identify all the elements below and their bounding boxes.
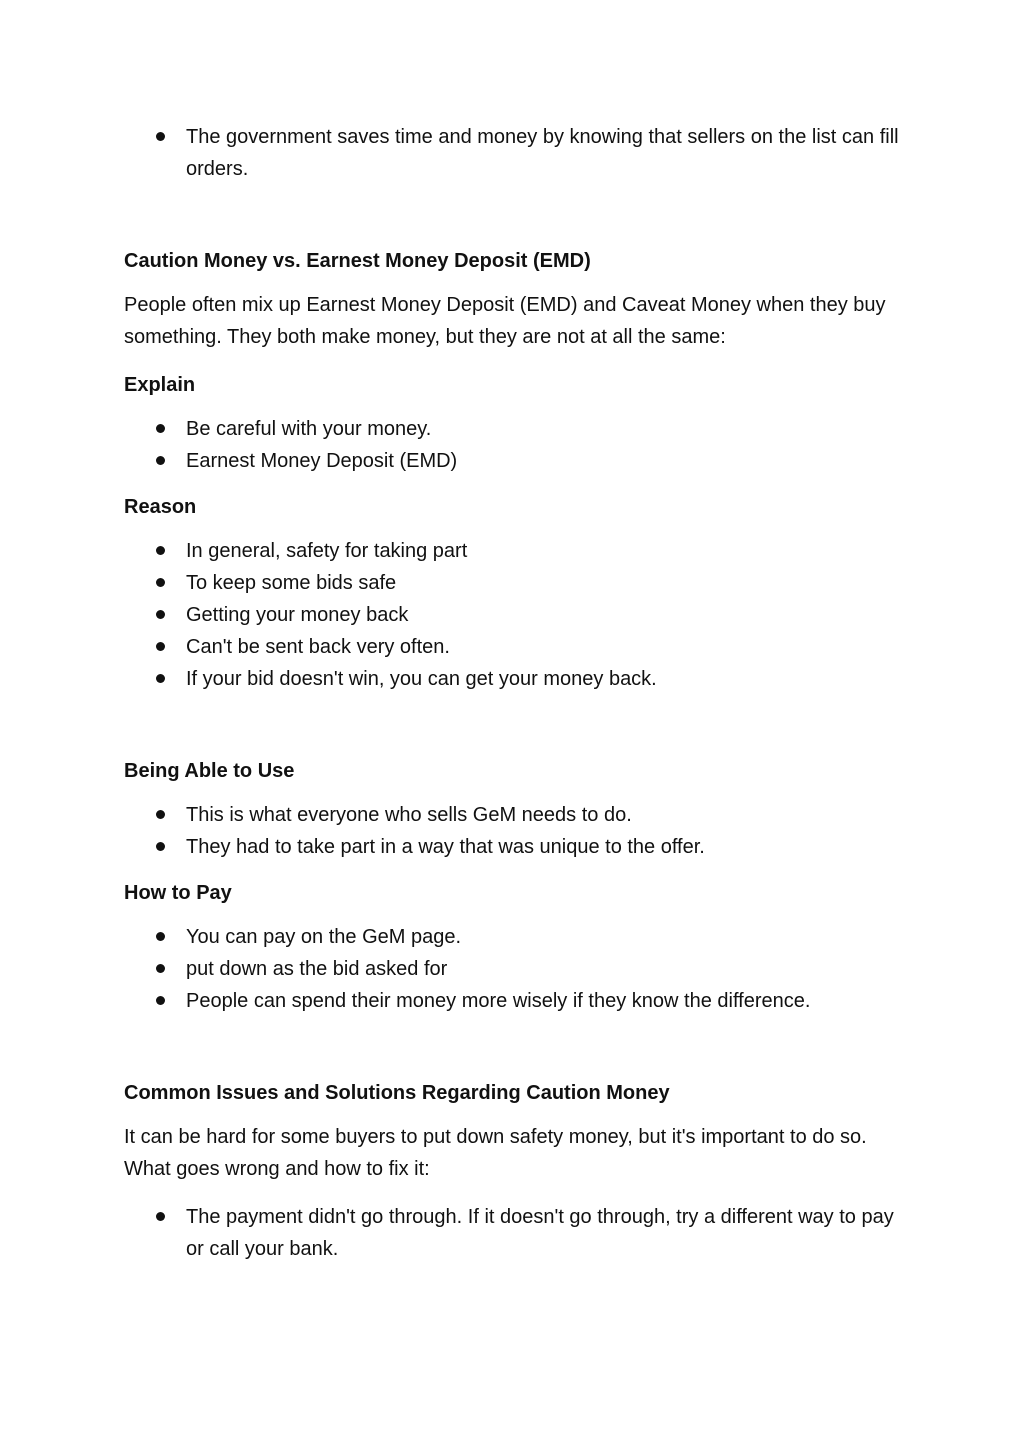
- list-item: If your bid doesn't win, you can get your money back.: [186, 663, 904, 695]
- document-content: [124, 121, 904, 1265]
- bullet-icon: [156, 424, 165, 433]
- list-item: The payment didn't go through. If it doesn't go through, try a different way to pay or call your bank.: [186, 1201, 904, 1265]
- list-item: To keep some bids safe: [186, 567, 904, 599]
- bullet-icon: [156, 546, 165, 555]
- section-heading-explain: Explain: [124, 374, 196, 396]
- bullet-icon: [156, 842, 165, 851]
- list-item: In general, safety for taking part: [186, 535, 904, 567]
- bullet-icon: [156, 456, 165, 465]
- list-item: Can't be sent back very often.: [186, 631, 904, 663]
- list-item: put down as the bid asked for: [186, 953, 904, 985]
- bullet-icon: [156, 964, 165, 973]
- bullet-icon: [156, 810, 165, 819]
- bullet-icon: [156, 932, 165, 941]
- section-heading-common-issues: Common Issues and Solutions Regarding Caution Money: [124, 1082, 670, 1104]
- bullet-icon: [156, 578, 165, 587]
- bullet-icon: [156, 674, 165, 683]
- list-item: Getting your money back: [186, 599, 904, 631]
- section-heading-caution-vs-emd: Caution Money vs. Earnest Money Deposit (EMD): [124, 250, 591, 272]
- section-heading-reason: Reason: [124, 496, 197, 518]
- paragraph-common-issues: It can be hard for some buyers to put down safety money, but it's important to do so. What goes wrong and how to fix it:: [124, 1126, 867, 1180]
- paragraph-caution-vs-emd: People often mix up Earnest Money Deposit (EMD) and Caveat Money when they buy something. They both make money, but they are not at all the same:: [124, 294, 886, 348]
- bullet-icon: [156, 610, 165, 619]
- bullet-list-top: [124, 121, 904, 185]
- bullet-list-reason: [124, 535, 904, 695]
- section-heading-being-able: Being Able to Use: [124, 760, 295, 782]
- bullet-list-how-to-pay: [124, 921, 904, 1017]
- list-item: Be careful with your money.: [186, 413, 904, 445]
- list-item: The government saves time and money by knowing that sellers on the list can fill orders.: [186, 121, 904, 185]
- list-item: People can spend their money more wisely if they know the difference.: [186, 985, 904, 1017]
- bullet-icon: [156, 996, 165, 1005]
- bullet-list-common-issues: [124, 1201, 904, 1265]
- list-item: They had to take part in a way that was unique to the offer.: [186, 831, 904, 863]
- bullet-icon: [156, 642, 165, 651]
- bullet-list-being-able: [124, 799, 904, 863]
- list-item: Earnest Money Deposit (EMD): [186, 445, 904, 477]
- section-heading-how-to-pay: How to Pay: [124, 882, 232, 904]
- bullet-icon: [156, 1212, 165, 1221]
- list-item: This is what everyone who sells GeM needs to do.: [186, 799, 904, 831]
- bullet-icon: [156, 132, 165, 141]
- bullet-list-explain: [124, 413, 904, 477]
- list-item: You can pay on the GeM page.: [186, 921, 904, 953]
